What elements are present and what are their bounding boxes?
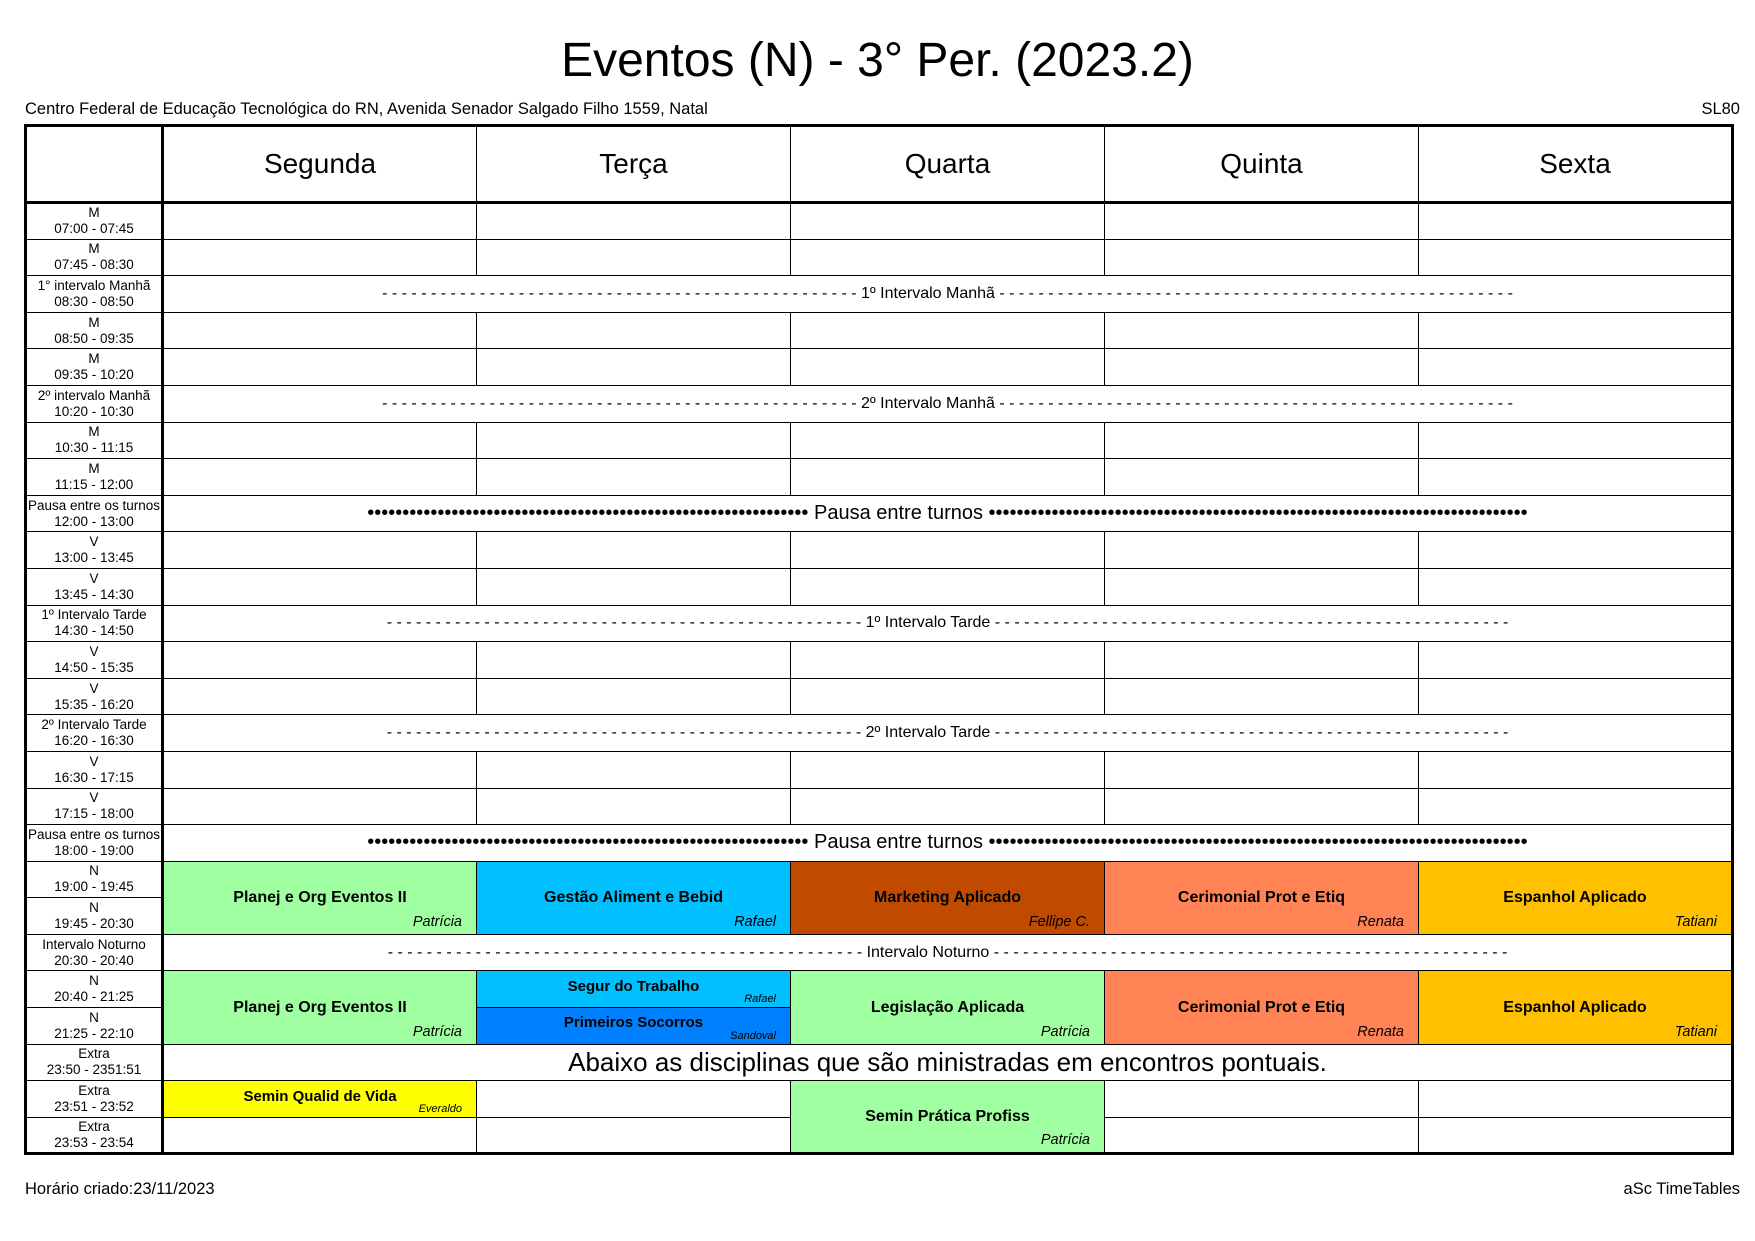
break-row — [26, 715, 1733, 752]
period-row — [26, 349, 1733, 386]
period-cell — [26, 203, 163, 240]
period-label: N — [89, 863, 99, 879]
period-time: 23:51 - 23:52 — [54, 1099, 134, 1115]
empty-cell — [163, 459, 477, 496]
empty-cell — [791, 203, 1105, 240]
empty-cell — [1105, 349, 1419, 386]
period-cell — [26, 751, 163, 788]
empty-cell — [791, 788, 1105, 825]
period-cell — [26, 605, 163, 642]
period-label: M — [88, 205, 100, 221]
period-time: 08:30 - 08:50 — [54, 293, 134, 309]
empty-cell — [1419, 642, 1733, 679]
lesson-teacher: Tatiani — [1674, 913, 1717, 930]
lesson-teacher: Patrícia — [412, 913, 462, 930]
period-label: Pausa entre os turnos — [27, 826, 161, 842]
empty-cell — [477, 239, 791, 276]
day-header: Quinta — [1105, 126, 1419, 203]
period-time: 16:30 - 17:15 — [54, 769, 134, 785]
lesson-subject: Cerimonial Prot e Etiq — [1177, 888, 1346, 906]
lesson-subject: Marketing Aplicado — [874, 888, 1021, 906]
period-label: M — [88, 314, 100, 330]
break-row — [26, 495, 1733, 532]
shift-pause-banner: ••••••••••••••••••••••••••••••••••••••••••••••••••••••••••••••• Pausa entre turnos ••••••••••••••••••••••••••••••••••••••••••••••••••••••••••••••••••••••••••••• — [163, 495, 1733, 532]
period-cell — [26, 825, 163, 862]
empty-cell — [791, 239, 1105, 276]
empty-cell — [477, 1081, 791, 1118]
period-time: 19:45 - 20:30 — [54, 916, 134, 932]
period-time: 11:15 - 12:00 — [54, 476, 134, 492]
shift-pause-banner: ••••••••••••••••••••••••••••••••••••••••••••••••••••••••••••••• Pausa entre turnos ••••••••••••••••••••••••••••••••••••••••••••••••••••••••••••••••••••••••••••• — [163, 825, 1733, 862]
empty-cell — [1419, 422, 1733, 459]
lesson-subject: Espanhol Aplicado — [1503, 998, 1647, 1016]
empty-cell — [791, 532, 1105, 569]
period-cell — [26, 642, 163, 679]
period-label: V — [89, 790, 99, 806]
period-time: 07:00 - 07:45 — [54, 221, 134, 237]
period-time: 07:45 - 08:30 — [54, 257, 134, 273]
period-cell — [26, 422, 163, 459]
period-label: Extra — [78, 1083, 110, 1099]
lesson-card[interactable] — [791, 971, 1105, 1044]
period-label: 1° intervalo Manhã — [37, 277, 151, 293]
lesson-card[interactable] — [477, 971, 791, 1008]
empty-cell — [477, 568, 791, 605]
period-cell — [26, 1044, 163, 1081]
period-time: 18:00 - 19:00 — [54, 842, 134, 858]
period-row — [26, 203, 1733, 240]
empty-cell — [477, 678, 791, 715]
empty-cell — [1105, 459, 1419, 496]
period-cell — [26, 312, 163, 349]
period-row — [26, 678, 1733, 715]
break-row — [26, 605, 1733, 642]
period-label: Intervalo Noturno — [42, 936, 146, 952]
lesson-card[interactable] — [163, 861, 477, 934]
empty-cell — [791, 678, 1105, 715]
empty-cell — [163, 751, 477, 788]
period-row — [26, 312, 1733, 349]
generator-credit: aSc TimeTables — [1623, 1180, 1740, 1198]
period-cell — [26, 1081, 163, 1118]
corner-cell — [26, 126, 163, 203]
period-label: M — [88, 460, 100, 476]
lesson-card[interactable] — [477, 1008, 791, 1045]
period-time: 10:20 - 10:30 — [54, 403, 134, 419]
day-header: Terça — [477, 126, 791, 203]
period-cell — [26, 532, 163, 569]
period-cell — [26, 715, 163, 752]
empty-cell — [163, 568, 477, 605]
empty-cell — [477, 203, 791, 240]
empty-cell — [477, 349, 791, 386]
empty-cell — [791, 568, 1105, 605]
empty-cell — [1419, 203, 1733, 240]
lesson-subject: Semin Qualid de Vida — [243, 1087, 397, 1105]
lesson-subject: Planej e Org Eventos II — [233, 998, 407, 1016]
empty-cell — [1419, 1081, 1733, 1118]
lesson-teacher: Patrícia — [1040, 1132, 1090, 1149]
empty-cell — [163, 678, 477, 715]
period-cell — [26, 568, 163, 605]
note-row — [26, 1044, 1733, 1081]
empty-cell — [1419, 459, 1733, 496]
lesson-teacher: Sandoval — [730, 1029, 776, 1042]
lesson-teacher: Everaldo — [418, 1102, 462, 1115]
empty-cell — [1105, 422, 1419, 459]
empty-cell — [477, 532, 791, 569]
empty-cell — [477, 312, 791, 349]
period-row — [26, 642, 1733, 679]
lesson-subject: Espanhol Aplicado — [1503, 888, 1647, 906]
break-banner: - - - - - - - - - - - - - - - - - - - - - - - - - - - - - - - - - - - - - - - - - - - - - - - - - 2º Intervalo Manhã - - - - - - - - - - - - - - - - - - - - - - - - - - - - - - - - - - - - - - - - - - - - - - - - - - - - - — [163, 385, 1733, 422]
break-banner: - - - - - - - - - - - - - - - - - - - - - - - - - - - - - - - - - - - - - - - - - - - - - - - - - Intervalo Noturno - - - - - - - - - - - - - - - - - - - - - - - - - - - - - - - - - - - - - - - - - - - - - - - - - - - - - — [163, 934, 1733, 971]
empty-cell — [1419, 239, 1733, 276]
period-cell — [26, 788, 163, 825]
break-banner: - - - - - - - - - - - - - - - - - - - - - - - - - - - - - - - - - - - - - - - - - - - - - - - - - 2º Intervalo Tarde - - - - - - - - - - - - - - - - - - - - - - - - - - - - - - - - - - - - - - - - - - - - - - - - - - - - - — [163, 715, 1733, 752]
period-time: 16:20 - 16:30 — [54, 733, 134, 749]
period-label: 2º Intervalo Tarde — [41, 717, 147, 733]
empty-cell — [791, 312, 1105, 349]
lesson-card[interactable] — [791, 1081, 1105, 1154]
period-label: 1º Intervalo Tarde — [41, 607, 147, 623]
empty-cell — [477, 459, 791, 496]
empty-cell — [1105, 1117, 1419, 1154]
period-label: M — [88, 424, 100, 440]
empty-cell — [163, 203, 477, 240]
lesson-card[interactable] — [1419, 971, 1733, 1044]
period-time: 09:35 - 10:20 — [54, 367, 134, 383]
empty-cell — [791, 459, 1105, 496]
period-label: N — [89, 973, 99, 989]
lesson-card[interactable] — [1419, 861, 1733, 934]
period-row — [26, 568, 1733, 605]
empty-cell — [163, 788, 477, 825]
period-time: 12:00 - 13:00 — [54, 513, 134, 529]
period-cell — [26, 934, 163, 971]
day-header: Sexta — [1419, 126, 1733, 203]
period-time: 13:00 - 13:45 — [54, 550, 134, 566]
day-header: Segunda — [163, 126, 477, 203]
period-cell — [26, 898, 163, 935]
period-time: 23:53 - 23:54 — [54, 1135, 134, 1151]
lesson-card[interactable] — [163, 971, 477, 1044]
lesson-teacher: Renata — [1357, 913, 1404, 930]
school-address: Centro Federal de Educação Tecnológica do RN, Avenida Senador Salgado Filho 1559, Natal — [25, 100, 708, 118]
break-row — [26, 934, 1733, 971]
period-cell — [26, 1008, 163, 1045]
period-label: M — [88, 351, 100, 367]
period-label: V — [89, 643, 99, 659]
period-label: V — [89, 680, 99, 696]
empty-cell — [1419, 532, 1733, 569]
empty-cell — [1105, 568, 1419, 605]
lesson-teacher: Tatiani — [1674, 1023, 1717, 1040]
period-label: Extra — [78, 1046, 110, 1062]
period-time: 14:30 - 14:50 — [54, 623, 134, 639]
empty-cell — [1105, 751, 1419, 788]
lesson-card[interactable] — [1105, 971, 1419, 1044]
empty-cell — [791, 642, 1105, 679]
period-label: V — [89, 570, 99, 586]
day-header: Quarta — [791, 126, 1105, 203]
empty-cell — [477, 751, 791, 788]
lesson-subject: Planej e Org Eventos II — [233, 888, 407, 906]
empty-cell — [163, 532, 477, 569]
period-cell — [26, 239, 163, 276]
break-row — [26, 385, 1733, 422]
lesson-card[interactable] — [163, 1081, 477, 1118]
empty-cell — [1105, 1081, 1419, 1118]
empty-cell — [1105, 239, 1419, 276]
period-label: 2º intervalo Manhã — [37, 387, 151, 403]
empty-cell — [1419, 678, 1733, 715]
period-cell — [26, 459, 163, 496]
period-time: 23:50 - 2351:51 — [46, 1062, 142, 1078]
period-cell — [26, 861, 163, 898]
break-row — [26, 825, 1733, 862]
period-row — [26, 788, 1733, 825]
empty-cell — [1419, 788, 1733, 825]
period-cell — [26, 385, 163, 422]
lesson-subject: Semin Prática Profiss — [865, 1107, 1030, 1125]
lesson-teacher: Patrícia — [412, 1023, 462, 1040]
period-cell — [26, 971, 163, 1008]
empty-cell — [791, 422, 1105, 459]
empty-cell — [1105, 203, 1419, 240]
period-row — [26, 422, 1733, 459]
timetable-grid — [24, 124, 1734, 1155]
period-row — [26, 1081, 1733, 1118]
empty-cell — [1419, 1117, 1733, 1154]
period-cell — [26, 276, 163, 313]
period-cell — [26, 349, 163, 386]
period-time: 14:50 - 15:35 — [54, 659, 134, 675]
period-label: Extra — [78, 1119, 110, 1135]
empty-cell — [791, 751, 1105, 788]
lesson-subject: Gestão Aliment e Bebid — [544, 888, 723, 906]
period-row — [26, 459, 1733, 496]
period-row — [26, 751, 1733, 788]
period-time: 13:45 - 14:30 — [54, 586, 134, 602]
room-code: SL80 — [1701, 100, 1740, 118]
empty-cell — [477, 788, 791, 825]
created-date: Horário criado:23/11/2023 — [25, 1180, 215, 1198]
period-time: 17:15 - 18:00 — [54, 806, 134, 822]
lesson-subject: Legislação Aplicada — [870, 998, 1025, 1016]
lesson-subject: Primeiros Socorros — [563, 1014, 704, 1032]
empty-cell — [1419, 751, 1733, 788]
empty-cell — [163, 349, 477, 386]
empty-cell — [163, 422, 477, 459]
period-time: 15:35 - 16:20 — [54, 696, 134, 712]
period-row — [26, 861, 1733, 898]
period-time: 08:50 - 09:35 — [54, 330, 134, 346]
period-row — [26, 532, 1733, 569]
period-label: M — [88, 241, 100, 257]
empty-cell — [163, 239, 477, 276]
lesson-teacher: Rafael — [734, 913, 776, 930]
empty-cell — [791, 349, 1105, 386]
lesson-subject: Segur do Trabalho — [567, 977, 700, 995]
period-label: Pausa entre os turnos — [27, 497, 161, 513]
empty-cell — [477, 642, 791, 679]
lesson-card[interactable] — [477, 861, 791, 934]
period-time: 10:30 - 11:15 — [54, 440, 134, 456]
lesson-teacher: Rafael — [744, 993, 776, 1006]
empty-cell — [163, 642, 477, 679]
period-cell — [26, 1117, 163, 1154]
empty-cell — [477, 1117, 791, 1154]
lesson-teacher: Renata — [1357, 1023, 1404, 1040]
empty-cell — [1105, 678, 1419, 715]
empty-cell — [1105, 788, 1419, 825]
period-label: V — [89, 753, 99, 769]
break-banner: - - - - - - - - - - - - - - - - - - - - - - - - - - - - - - - - - - - - - - - - - - - - - - - - - 1º Intervalo Manhã - - - - - - - - - - - - - - - - - - - - - - - - - - - - - - - - - - - - - - - - - - - - - - - - - - - - - — [163, 276, 1733, 313]
empty-cell — [1105, 312, 1419, 349]
period-row — [26, 239, 1733, 276]
period-cell — [26, 678, 163, 715]
period-cell — [26, 495, 163, 532]
lesson-card[interactable] — [1105, 861, 1419, 934]
timetable-title: Eventos (N) - 3° Per. (2023.2) — [561, 34, 1194, 87]
pontual-note: Abaixo as disciplinas que são ministradas em encontros pontuais. — [163, 1044, 1733, 1081]
empty-cell — [1105, 532, 1419, 569]
period-label: V — [89, 534, 99, 550]
break-row — [26, 276, 1733, 313]
lesson-subject: Cerimonial Prot e Etiq — [1177, 998, 1346, 1016]
empty-cell — [1419, 349, 1733, 386]
empty-cell — [477, 422, 791, 459]
lesson-teacher: Patrícia — [1040, 1023, 1090, 1040]
empty-cell — [1419, 312, 1733, 349]
lesson-teacher: Fellipe C. — [1028, 913, 1090, 930]
period-label: N — [89, 1009, 99, 1025]
period-row — [26, 971, 1733, 1008]
empty-cell — [163, 1117, 477, 1154]
period-label: N — [89, 900, 99, 916]
empty-cell — [163, 312, 477, 349]
period-time: 20:30 - 20:40 — [54, 952, 134, 968]
period-time: 19:00 - 19:45 — [54, 879, 134, 895]
lesson-card[interactable] — [791, 861, 1105, 934]
period-time: 21:25 - 22:10 — [54, 1025, 134, 1041]
empty-cell — [1419, 568, 1733, 605]
empty-cell — [1105, 642, 1419, 679]
period-time: 20:40 - 21:25 — [54, 989, 134, 1005]
break-banner: - - - - - - - - - - - - - - - - - - - - - - - - - - - - - - - - - - - - - - - - - - - - - - - - - 1º Intervalo Tarde - - - - - - - - - - - - - - - - - - - - - - - - - - - - - - - - - - - - - - - - - - - - - - - - - - - - - — [163, 605, 1733, 642]
